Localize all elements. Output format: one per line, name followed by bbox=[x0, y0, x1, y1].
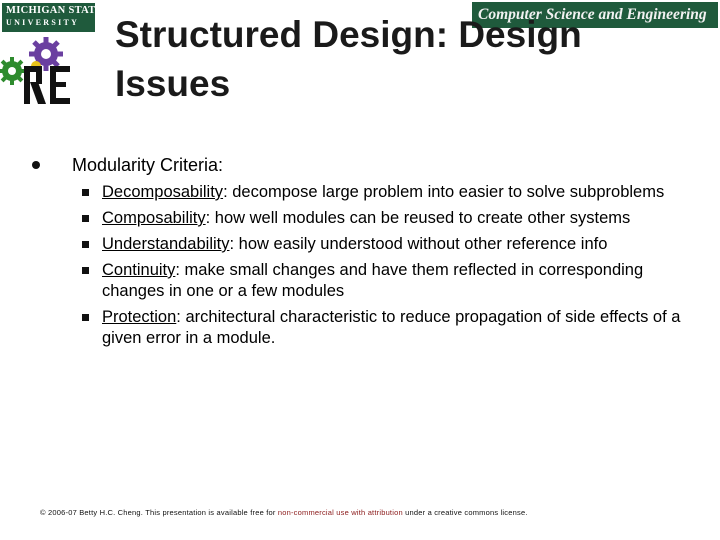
list-item bbox=[30, 152, 710, 178]
bullet-icon bbox=[82, 267, 89, 274]
slide-title: Structured Design: Design Issues bbox=[115, 14, 582, 104]
cse-banner: Computer Science and Engineering bbox=[472, 2, 718, 28]
bullet-icon bbox=[82, 314, 89, 321]
list-item bbox=[30, 182, 710, 203]
gears-logo-icon bbox=[0, 36, 80, 106]
bullet-icon bbox=[82, 241, 89, 248]
university-name-line2: UNIVERSITY bbox=[6, 18, 80, 27]
footer-text: © 2006-07 Betty H.C. Cheng. This presentation is available free for bbox=[40, 508, 278, 517]
list-item bbox=[30, 260, 710, 302]
list-item bbox=[30, 307, 710, 349]
bullet-icon bbox=[32, 161, 40, 169]
modularity-heading: Modularity Criteria: bbox=[72, 155, 224, 175]
criterion-term: Protection bbox=[102, 308, 177, 326]
criterion-term: Understandability bbox=[102, 235, 230, 253]
criterion-text: : how easily understood without other reference info bbox=[229, 235, 608, 253]
bullet-icon bbox=[82, 189, 89, 196]
criterion-text: : make small changes and have them reflected in corresponding changes in one or a few modules bbox=[102, 261, 644, 300]
criterion-term: Decomposability bbox=[102, 183, 224, 201]
slide-content bbox=[30, 152, 710, 354]
bullet-icon bbox=[82, 215, 89, 222]
footer-text: under a creative commons license. bbox=[402, 508, 528, 517]
criteria-list bbox=[30, 182, 710, 349]
list-item bbox=[30, 234, 710, 255]
msu-logo bbox=[2, 3, 103, 32]
list-item bbox=[30, 208, 710, 229]
criterion-text: : architectural characteristic to reduce propagation of side effects of a given error in a module. bbox=[102, 308, 681, 347]
criterion-text: : decompose large problem into easier to solve subproblems bbox=[223, 183, 665, 201]
university-name-line1: MICHIGAN STATE bbox=[6, 5, 103, 16]
criterion-term: Continuity bbox=[102, 261, 176, 279]
license-terms-link[interactable]: non-commercial use with attribution bbox=[277, 508, 403, 517]
copyright-footer bbox=[40, 508, 528, 517]
criterion-term: Composability bbox=[102, 209, 206, 227]
criterion-text: : how well modules can be reused to create other systems bbox=[205, 209, 631, 227]
